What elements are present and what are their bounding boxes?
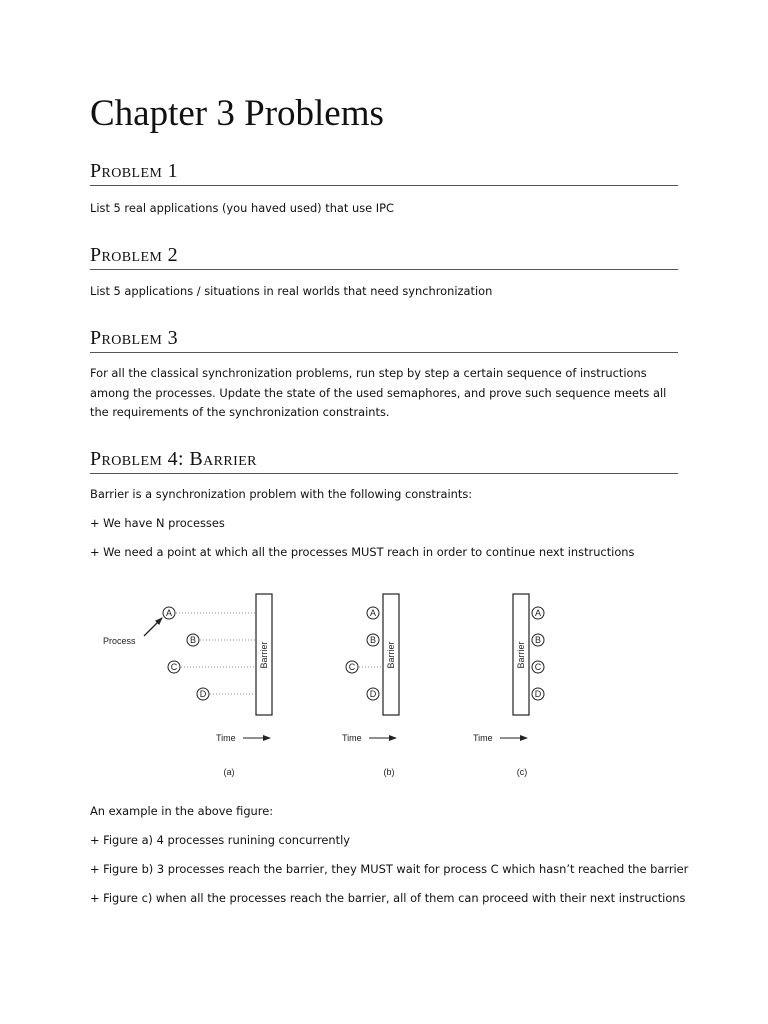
process-label-a-a: A (165, 608, 173, 618)
problem-1-heading: Problem 1 (90, 158, 678, 186)
panel-caption-c: (c) (516, 767, 528, 777)
time-label-b: Time (342, 733, 362, 743)
process-label-a-d: D (199, 689, 207, 699)
process-label-b-b: B (369, 635, 377, 645)
problem-2-heading: Problem 2 (90, 242, 678, 270)
process-label-a-c: C (170, 662, 178, 672)
problem-3-heading: Problem 3 (90, 325, 678, 353)
example-figure-c: + Figure c) when all the processes reach the barrier, all of them can proceed with their next instructions (90, 891, 686, 905)
panel-a (103, 594, 272, 777)
panel-caption-a: (a) (223, 767, 235, 777)
barrier-diagram (90, 585, 690, 785)
problem-4-intro: Barrier is a synchronization problem with the following constraints: (90, 487, 473, 501)
barrier-figure (90, 585, 690, 785)
process-label-a-b: B (189, 635, 197, 645)
time-label-c: Time (473, 733, 493, 743)
barrier-label-c: Barrier (516, 641, 526, 669)
problem-4-heading: Problem 4: Barrier (90, 446, 678, 474)
problem-4-constraint-2: + We need a point at which all the processes MUST reach in order to continue next instructions (90, 545, 635, 559)
process-label: Process (103, 636, 136, 646)
panel-c (473, 594, 544, 777)
process-label-c-a: A (534, 608, 542, 618)
example-intro: An example in the above figure: (90, 804, 274, 818)
panel-caption-b: (b) (383, 767, 395, 777)
problem-2-text: List 5 applications / situations in real worlds that need synchronization (90, 284, 493, 298)
problem-1-text: List 5 real applications (you haved used) that use IPC (90, 201, 394, 215)
example-figure-b: + Figure b) 3 processes reach the barrier, they MUST wait for process C which hasn’t reached the barrier (90, 862, 689, 876)
example-figure-a: + Figure a) 4 processes runining concurrently (90, 833, 350, 847)
process-label-b-a: A (369, 608, 377, 618)
barrier-label-a: Barrier (259, 641, 269, 669)
process-arrow (144, 618, 162, 636)
process-label-c-d: D (534, 689, 542, 699)
process-label-c-c: C (534, 662, 542, 672)
panel-b (342, 594, 399, 777)
process-label-b-c: C (348, 662, 356, 672)
barrier-label-b: Barrier (386, 641, 396, 669)
problem-3-text: For all the classical synchronization problems, run step by step a certain sequence of instructions among the processes. Update the state of the used semaphores, and prove such sequence meets all the requirements of the synchronization constraints. (90, 366, 667, 419)
process-label-c-b: B (534, 635, 542, 645)
problem-4-constraint-1: + We have N processes (90, 516, 225, 530)
process-label-b-d: D (369, 689, 377, 699)
page-title: Chapter 3 Problems (90, 93, 384, 134)
time-label-a: Time (216, 733, 236, 743)
